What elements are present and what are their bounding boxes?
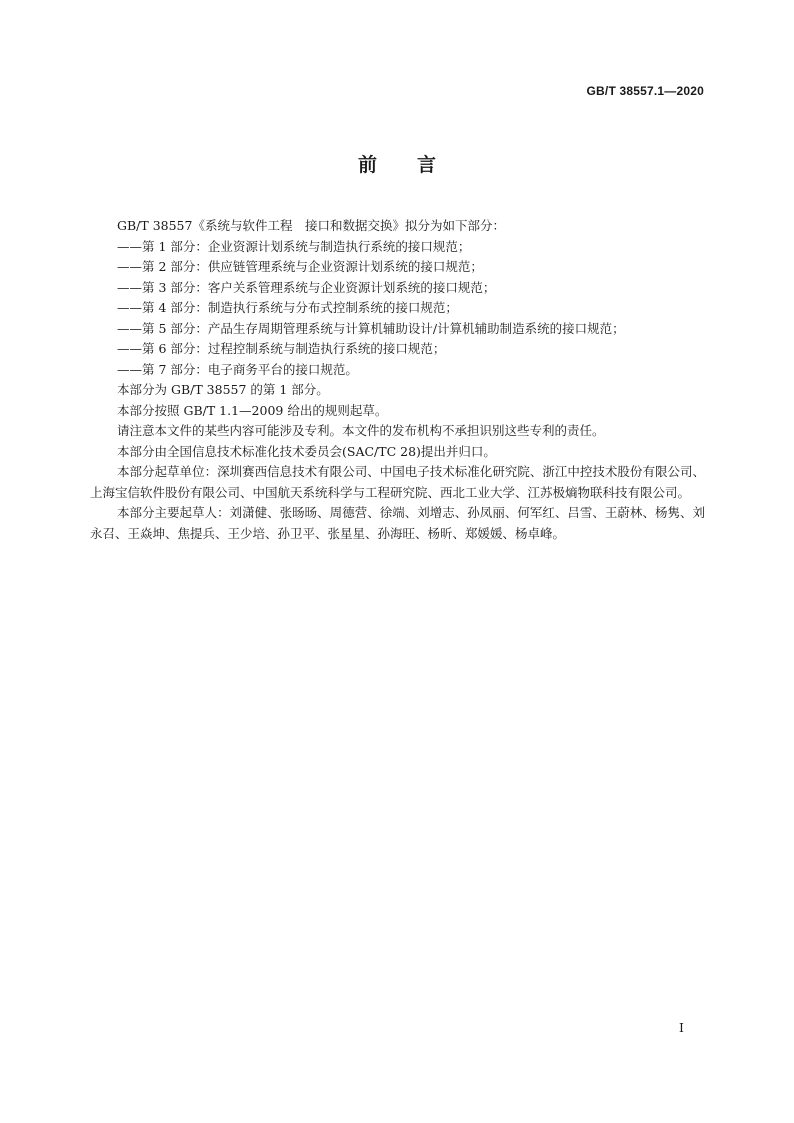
page-title: 前言 — [357, 154, 476, 176]
part-list-item: ——第 1 部分：企业资源计划系统与制造执行系统的接口规范； — [117, 238, 471, 254]
proposer-paragraph: 本部分由全国信息技术标准化技术委员会(SAC/TC 28)提出并归口。 — [117, 443, 496, 459]
part-list-item: ——第 2 部分：供应链管理系统与企业资源计划系统的接口规范； — [117, 259, 483, 274]
part-list-item: ——第 3 部分：客户关系管理系统与企业资源计划系统的接口规范； — [117, 279, 496, 295]
part-statement-paragraph: 本部分为 GB/T 38557 的第 1 部分。 — [117, 382, 329, 397]
document-body — [90, 216, 705, 544]
drafting-units-paragraph: 本部分起草单位：深圳赛西信息技术有限公司、中国电子技术标准化研究院、浙江中控技术股份有限公司、上海宝信软件股份有限公司、中国航天系统科学与工程研究院、西北工业大学、江苏极熵物联科技有限公司。 — [90, 464, 705, 500]
intro-paragraph: GB/T 38557《系统与软件工程 接口和数据交换》拟分为如下部分： — [117, 218, 505, 233]
part-list-item: ——第 4 部分：制造执行系统与分布式控制系统的接口规范； — [117, 300, 458, 315]
standard-code: GB/T 38557.1—2020 — [586, 84, 704, 98]
part-list-item: ——第 7 部分：电子商务平台的接口规范。 — [117, 361, 358, 377]
part-list-item: ——第 6 部分：过程控制系统与制造执行系统的接口规范； — [117, 341, 446, 356]
patent-notice-paragraph: 请注意本文件的某些内容可能涉及专利。本文件的发布机构不承担识别这些专利的责任。 — [117, 423, 605, 438]
part-list-item: ——第 5 部分：产品生存周期管理系统与计算机辅助设计/计算机辅助制造系统的接口规范； — [117, 320, 625, 336]
drafters-paragraph: 本部分主要起草人：刘潇健、张旸旸、周德营、徐端、刘增志、孙凤丽、何军红、吕雪、王蔚林、杨隽、刘永召、王焱坤、焦提兵、王少培、孙卫平、张星星、孙海旺、杨昕、郑媛媛、杨卓峰。 — [90, 505, 705, 541]
page-number: I — [679, 1020, 684, 1035]
drafting-rules-paragraph: 本部分按照 GB/T 1.1—2009 给出的规则起草。 — [117, 402, 388, 418]
